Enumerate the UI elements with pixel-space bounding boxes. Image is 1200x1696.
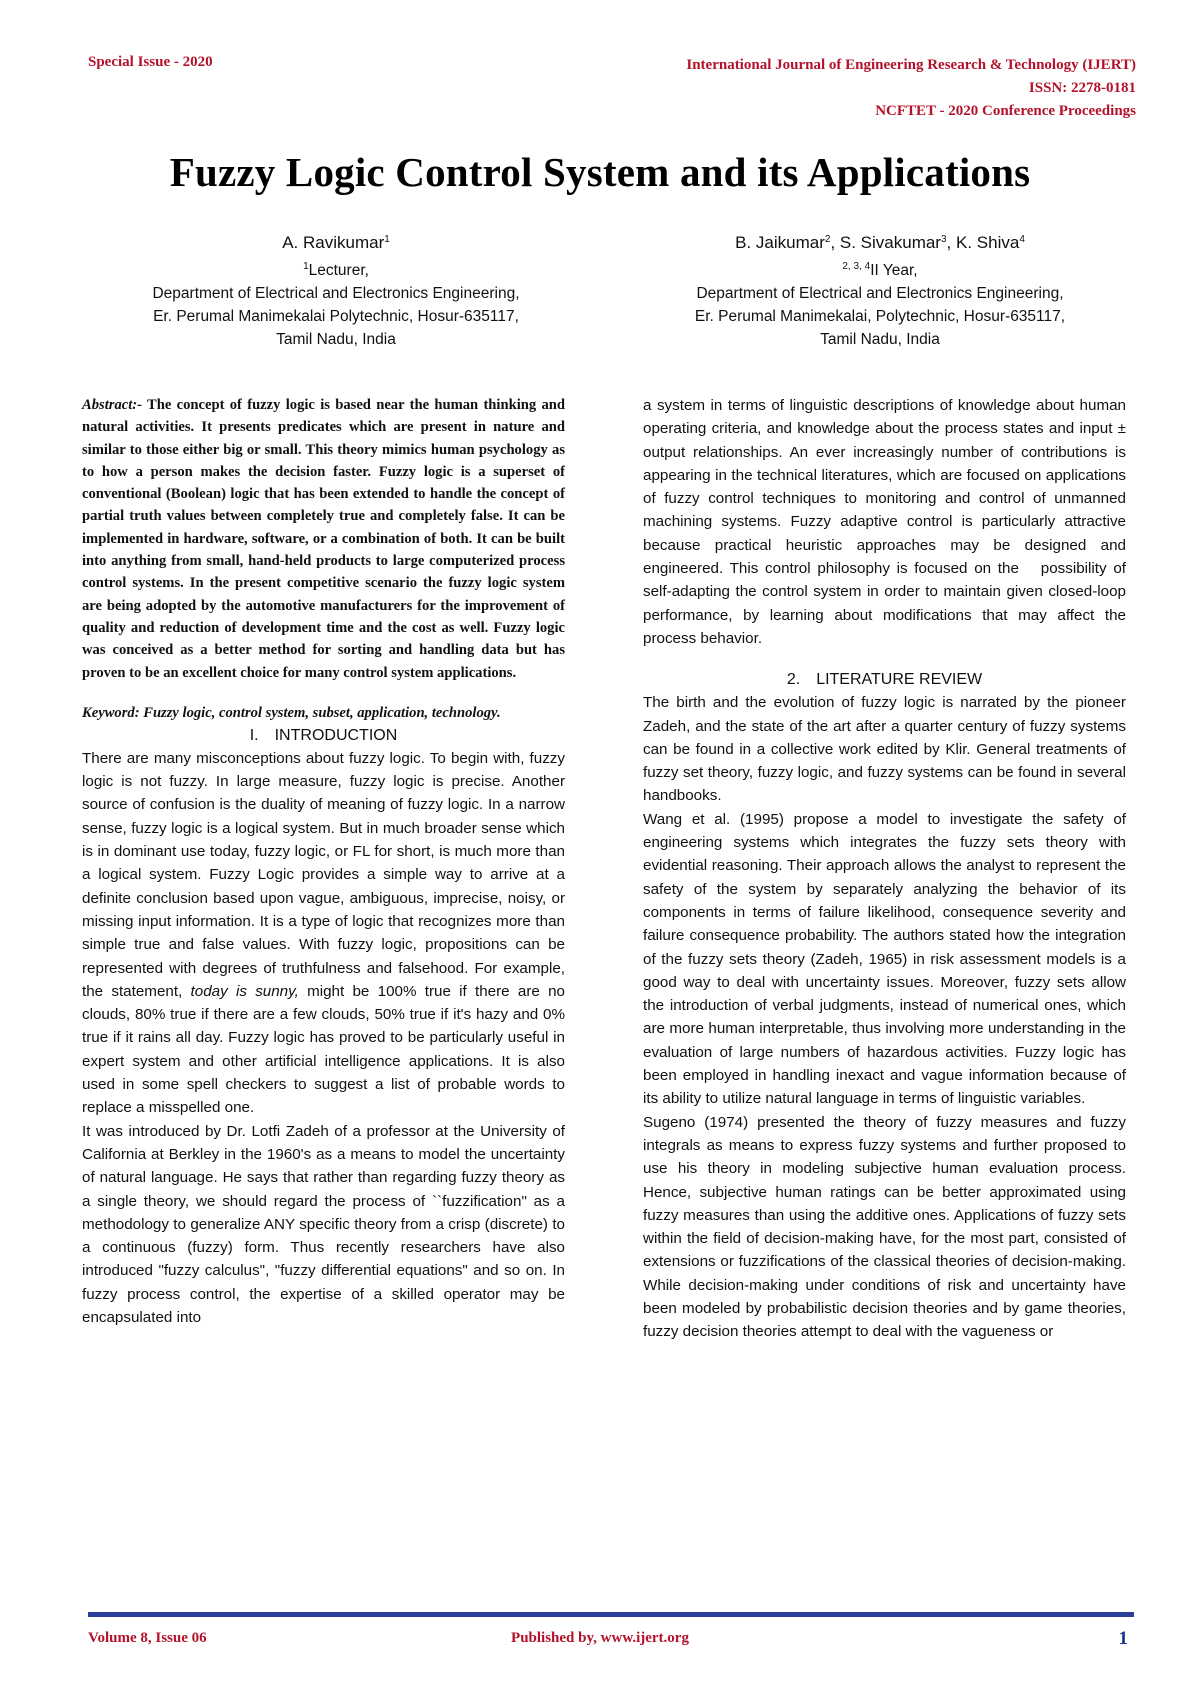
author-department: Department of Electrical and Electronics Engineering, [696, 285, 1064, 303]
right-column [643, 394, 1126, 1344]
author-names: B. Jaikumar$^2$, S. Sivakumar$^3$, K. Shiva$^4$ [735, 233, 1025, 253]
paper-title: Fuzzy Logic Control System and its Applications [169, 149, 1031, 195]
abstract [82, 394, 565, 684]
footer-volume: Volume 8, Issue 06 [88, 1630, 207, 1646]
left-column [82, 394, 565, 1329]
author-block-left [66, 228, 606, 351]
header-issue: Special Issue - 2020 [88, 54, 213, 70]
footer-publisher: Published by, www.ijert.org [511, 1630, 689, 1646]
author-location: Tamil Nadu, India [820, 331, 940, 349]
author-block-right [610, 228, 1150, 351]
intro-paragraph-1: There are many misconceptions about fuzzy logic. To begin with, fuzzy logic is not fuzzy. In large measure, fuzzy logic is precise. Another source of confusion is the duality of meaning of fuzzy logic. In a narrow sense, fuzzy logic is a logical system. But in much broader sense which is in dominant use today, fuzzy logic, or FL for short, is much more than a logical system. Fuzzy Logic provides a simple way to arrive at a definite conclusion based upon vague, ambiguous, imprecise, noisy, or missing input information. It is a type of logic that recognizes more than simple true and false values. With fuzzy logic, propositions can be represented with degrees of truthfulness and falsehood. For example, the statement, today is sunny, might be 100% true if there are no clouds, 80% true if there are a few clouds, 50% true if it's hazy and 0% true if it rains all day. Fuzzy logic has proved to be particularly useful in expert system and other artificial intelligence applications. It is also used in some spell checkers to suggest a list of probable words to replace a misspelled one. [82, 749, 565, 1117]
literature-paragraph-1: The birth and the evolution of fuzzy logic is narrated by the pioneer Zadeh, and the state of the art after a quarter century of fuzzy systems can be found in a collective work edited by Klir. General treatments of fuzzy set theory, fuzzy logic, and fuzzy systems can be found in several handbooks. [643, 694, 1126, 805]
literature-paragraph-2: Wang et al. (1995) propose a model to investigate the safety of engineering systems which integrates the fuzzy sets theory with evidential reasoning. Their approach allows the analyst to represent the safety of the system by separately analyzing the behavior of its components in terms of failure likelihood, consequence severity and failure consequence probability. The authors stated how the integration of the fuzzy sets theory (Zadeh, 1965) in risk assessment models is a good way to deal with uncertainty issues. Moreover, fuzzy sets allow the introduction of verbal judgments, instead of numerical ones, which are more human interpretable, thus involving more understanding in the evaluation of large numbers of hazardous activities. Fuzzy logic has been employed in handling inexact and vague information because of its ability to utilize natural language in terms of linguistic variables. [643, 810, 1126, 1108]
keywords: Keyword: Fuzzy logic, control system, subset, application, technology. [82, 704, 501, 721]
author-name: A. Ravikumar$^1$ [282, 233, 390, 253]
header-journal [686, 54, 1136, 123]
author-location: Tamil Nadu, India [276, 331, 396, 349]
section-heading-literature-review: 2. LITERATURE REVIEW [786, 671, 983, 689]
author-department: Department of Electrical and Electronics Engineering, [152, 285, 520, 303]
literature-paragraph-3: Sugeno (1974) presented the theory of fuzzy measures and fuzzy integrals as means to express fuzzy systems and further proposed to use his theory in modeling subjective human evaluation process. Hence, subjective human ratings can be better approximated using fuzzy measures than using the additive ones. Applications of fuzzy sets within the field of decision-making have, for the most part, consisted of extensions or fuzzifications of the classical theories of decision-making. While decision-making under conditions of risk and uncertainty have been modeled by probabilistic decision theories and by game theories, fuzzy decision theories attempt to deal with the vagueness or [643, 1113, 1126, 1341]
author-role: $^{2, 3, 4}$II Year, [842, 261, 918, 280]
section-heading-introduction: I. INTRODUCTION [249, 726, 398, 744]
abstract-label: Abstract:- [82, 397, 142, 413]
page-number: 1 [1118, 1628, 1128, 1649]
footer-rule [88, 1612, 1134, 1617]
intro-paragraph-3: a system in terms of linguistic descriptions of knowledge about human operating criteria, and knowledge about the process states and input ± output relationships. An ever increasingly number of contributions is appearing in the technical literatures, which are focused on applications of fuzzy control techniques to monitoring and control of unmanned machining systems. Fuzzy adaptive control is particularly attractive because practical heuristic approaches may be designed and engineered. This control philosophy is focused on the possibility of self-adapting the control system in order to maintain given closed-loop performance, by learning about modifications that may affect the process behavior. [643, 397, 1126, 647]
header-journal-name: International Journal of Engineering Research & Technology (IJERT) [686, 57, 1136, 73]
author-institution: Er. Perumal Manimekalai, Polytechnic, Hosur-635117, [694, 308, 1066, 326]
author-role: $^1$Lecturer, [303, 261, 369, 280]
intro-paragraph-2: It was introduced by Dr. Lotfi Zadeh of a professor at the University of California at Berkley in the 1960's as a means to model the uncertainty of natural language. He says that rather than regarding fuzzy theory as a single theory, we should regard the process of ``fuzzification" as a methodology to generalize ANY specific theory from a crisp (discrete) to a continuous (fuzzy) form. Thus recently researchers have also introduced "fuzzy calculus", "fuzzy differential equations" and so on. In fuzzy process control, the expertise of a skilled operator may be encapsulated into [82, 1122, 565, 1326]
author-institution: Er. Perumal Manimekalai Polytechnic, Hosur-635117, [153, 308, 519, 326]
header-issn: ISSN: 2278-0181 [1028, 80, 1136, 96]
abstract-text: The concept of fuzzy logic is based near the human thinking and natural activities. It presents predicates which are present in nature and similar to those either big or small. This theory mimics human psychology as to how a person makes the decision faster. Fuzzy logic is a superset of conventional (Boolean) logic that has been extended to handle the concept of partial truth values between completely true and completely false. It can be implemented in hardware, software, or a combination of both. It can be built into anything from small, hand-held products to large computerized process control systems. In the present competitive scenario the fuzzy logic system are being adopted by the automotive manufacturers for the improvement of quality and reduction of development time and the cost as well. Fuzzy logic was conceived as a better method for sorting and handling data but has proven to be an excellent choice for many control system applications. [82, 397, 565, 681]
header-proceedings: NCFTET - 2020 Conference Proceedings [875, 103, 1136, 119]
